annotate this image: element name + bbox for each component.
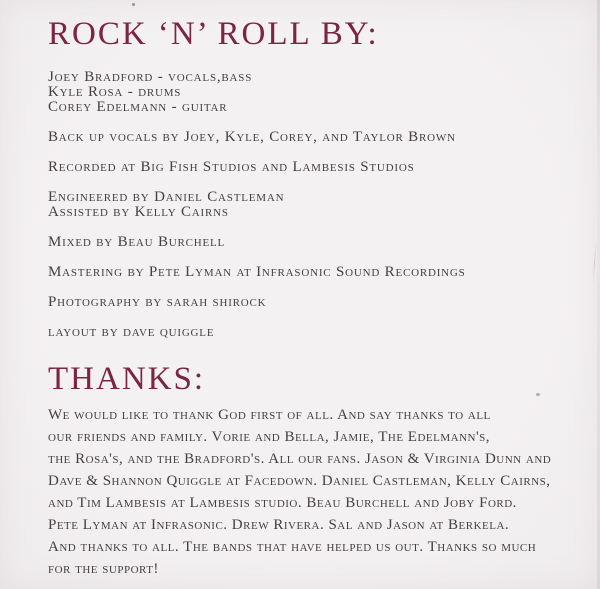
scan-speck-artifact (132, 3, 135, 6)
recorded-at-group (48, 160, 574, 175)
mastering-group (48, 265, 574, 280)
credit-line-mastering-by: Mastering by Pete Lyman at Infrasonic Sound Recordings (48, 264, 466, 280)
backup-vocals-group (48, 130, 574, 145)
thanks-line: for the support! (48, 561, 159, 577)
band-members-group (48, 70, 574, 115)
credit-line-recorded-at: Recorded at Big Fish Studios and Lambesis Studios (48, 159, 415, 175)
scan-scratch-artifact (592, 240, 596, 285)
credits-section (48, 14, 574, 340)
credit-line-assisted-by: Assisted by Kelly Cairns (48, 204, 229, 220)
credit-line-photography-by: Photography by sarah shirock (48, 294, 267, 310)
credit-line-corey-edelmann: Corey Edelmann - guitar (48, 99, 228, 115)
credit-line-engineered-by: Engineered by Daniel Castleman (48, 189, 285, 205)
layout-group (48, 325, 574, 340)
thanks-paragraph (48, 404, 574, 580)
photography-group (48, 295, 574, 310)
page-content (48, 14, 574, 580)
thanks-heading: THANKS: (48, 361, 206, 397)
thanks-section (48, 359, 574, 580)
thanks-line: Dave & Shannon Quiggle at Facedown. Daniel Castleman, Kelly Cairns, (48, 473, 551, 489)
thanks-line: And thanks to all. The bands that have helped us out. Thanks so much (48, 539, 537, 555)
credit-line-joey-bradford: Joey Bradford - vocals,bass (48, 69, 253, 85)
thanks-line: our friends and family. Vorie and Bella, Jamie, The Edelmann's, (48, 429, 491, 445)
mixing-group (48, 235, 574, 250)
thanks-line: We would like to thank God first of all. And say thanks to all (48, 407, 491, 423)
credits-heading: ROCK ‘N’ ROLL BY: (48, 16, 379, 52)
thanks-line: the Rosa's, and the Bradford's. All our fans. Jason & Virginia Dunn and (48, 451, 552, 467)
credit-line-mixed-by: Mixed by Beau Burchell (48, 234, 226, 250)
scan-speck-artifact (536, 393, 540, 396)
engineering-group (48, 190, 574, 220)
credit-line-layout-by: layout by dave quiggle (48, 324, 215, 340)
credit-line-backup-vocals: Back up vocals by Joey, Kyle, Corey, and Taylor Brown (48, 129, 456, 145)
thanks-line: Pete Lyman at Infrasonic. Drew Rivera. Sal and Jason at Berkela. (48, 517, 510, 533)
thanks-line: and Tim Lambesis at Lambesis studio. Beau Burchell and Joby Ford. (48, 495, 517, 511)
credit-line-kyle-rosa: Kyle Rosa - drums (48, 84, 182, 100)
